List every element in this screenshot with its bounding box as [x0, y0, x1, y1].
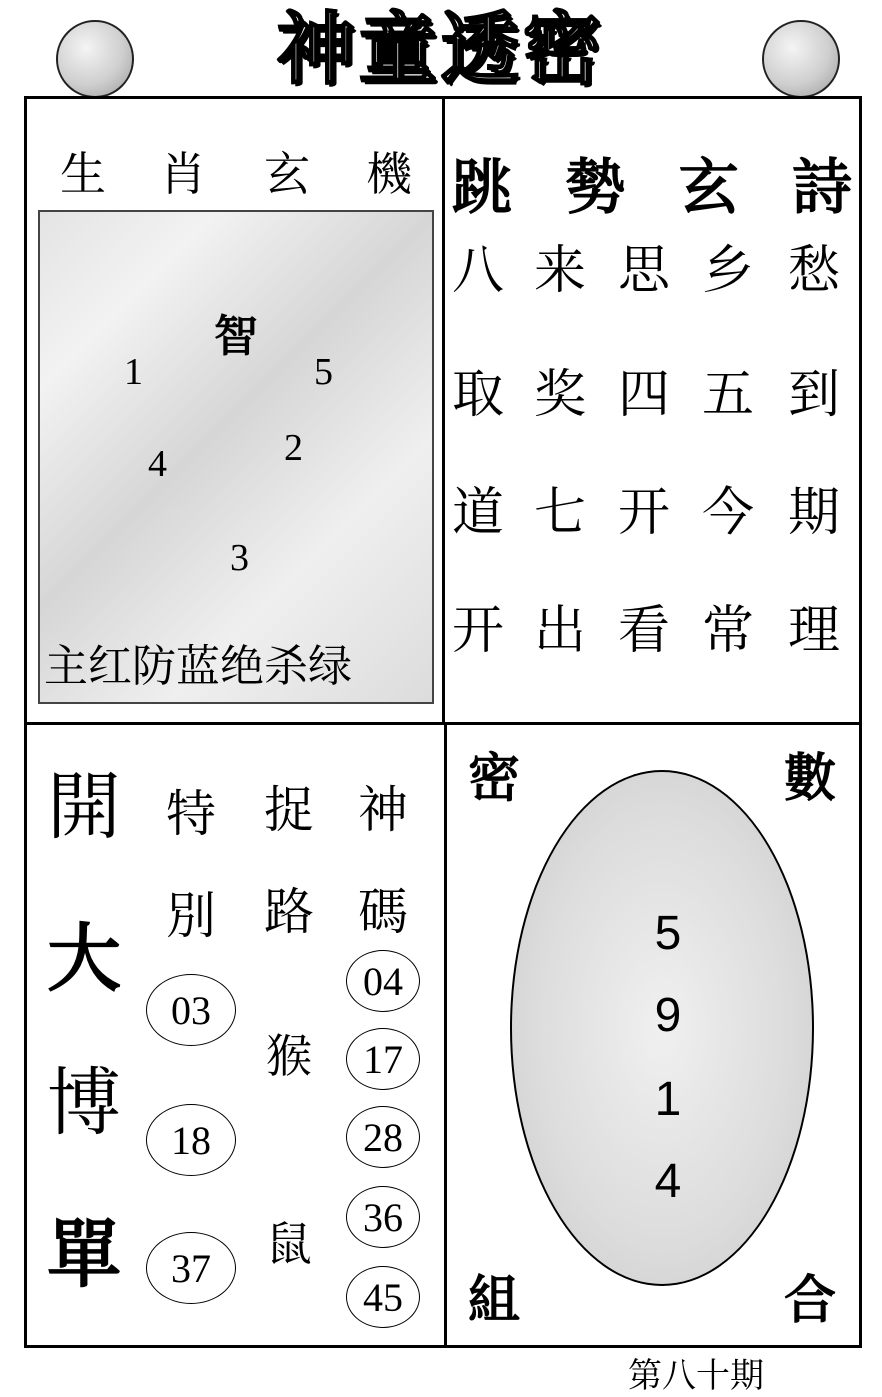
poem-char: 理: [787, 601, 840, 661]
poem-char: 来: [533, 241, 586, 301]
poem-char: 今: [701, 483, 754, 543]
zodiac-header-3: 玄: [264, 147, 310, 201]
zodiac-header-1: 生: [60, 147, 106, 201]
shen-number-circle: 36: [346, 1186, 420, 1248]
big-char-dan: 單: [47, 1212, 121, 1298]
corner-char-zu: 組: [468, 1271, 521, 1331]
big-char-bo: 博: [47, 1060, 121, 1146]
right-orb-decoration: [762, 20, 840, 98]
te-number-circle: 03: [146, 974, 236, 1046]
poem-char: 四: [617, 365, 670, 425]
poem-char: 思: [617, 241, 670, 301]
secret-number: 5: [654, 907, 682, 960]
poem-header: [452, 140, 852, 226]
corner-char-he: 合: [784, 1271, 837, 1331]
poem-char: 奖: [533, 365, 586, 425]
divider-horizontal: [24, 722, 862, 725]
shen-label: 神: [358, 781, 408, 839]
poem-header-char: 勢: [565, 153, 626, 223]
poem-char: 道: [451, 483, 504, 543]
secret-number: 1: [654, 1073, 682, 1126]
poem-char: 开: [451, 601, 504, 661]
shen-number-circle: 28: [346, 1106, 420, 1168]
zhuo-animal: 鼠: [266, 1217, 312, 1271]
machine-number: 4: [148, 443, 167, 485]
shen-number-circle: 45: [346, 1266, 420, 1328]
poem-char: 取: [451, 365, 504, 425]
issue-label: 第八十期: [628, 1356, 764, 1396]
poem-char: 看: [617, 601, 670, 661]
zhuo-label: 捉: [264, 781, 314, 839]
secret-number: 9: [654, 989, 682, 1042]
shen-label: 碼: [358, 883, 408, 941]
left-orb-decoration: [56, 20, 134, 98]
machine-number: 2: [284, 427, 303, 469]
corner-char-shu: 數: [784, 749, 837, 809]
zodiac-header-2: 肖: [160, 147, 206, 201]
poem-char: 到: [787, 365, 840, 425]
machine-number: 1: [124, 351, 143, 393]
machine-number: 5: [314, 351, 333, 393]
zhuo-animal: 猴: [266, 1029, 312, 1083]
poem-char: 出: [533, 601, 586, 661]
te-number-circle: 18: [146, 1104, 236, 1176]
poem-char: 开: [617, 483, 670, 543]
poem-char: 七: [533, 483, 586, 543]
shen-number-circle: 17: [346, 1028, 420, 1090]
divider-bottom-vertical: [444, 722, 447, 1348]
center-character: 智: [214, 311, 258, 362]
te-number-circle: 37: [146, 1232, 236, 1304]
te-label: 特: [166, 785, 216, 843]
poem-char: 乡: [701, 241, 754, 301]
color-advice: 主红防蓝绝杀绿: [44, 641, 352, 692]
poem-char: 常: [701, 601, 754, 661]
machine-number: 3: [230, 537, 249, 579]
big-char-da: 大: [47, 916, 121, 1002]
corner-char-mi: 密: [468, 749, 521, 809]
poem-char: 五: [701, 365, 754, 425]
poem-char: 八: [451, 241, 504, 301]
shen-number-circle: 04: [346, 950, 420, 1012]
secret-number: 4: [654, 1155, 682, 1208]
zodiac-header-4: 機: [366, 147, 412, 201]
poem-header-char: 跳: [452, 153, 512, 223]
zhuo-label: 路: [264, 883, 314, 941]
te-label: 別: [166, 887, 216, 945]
big-char-kai: 開: [47, 764, 121, 850]
poem-header-char: 詩: [791, 153, 852, 223]
poem-char: 期: [787, 483, 840, 543]
poem-char: 愁: [787, 241, 840, 301]
divider-top-vertical: [442, 96, 445, 724]
poem-header-char: 玄: [678, 153, 739, 223]
page-title: 神童透密: [276, 4, 605, 95]
